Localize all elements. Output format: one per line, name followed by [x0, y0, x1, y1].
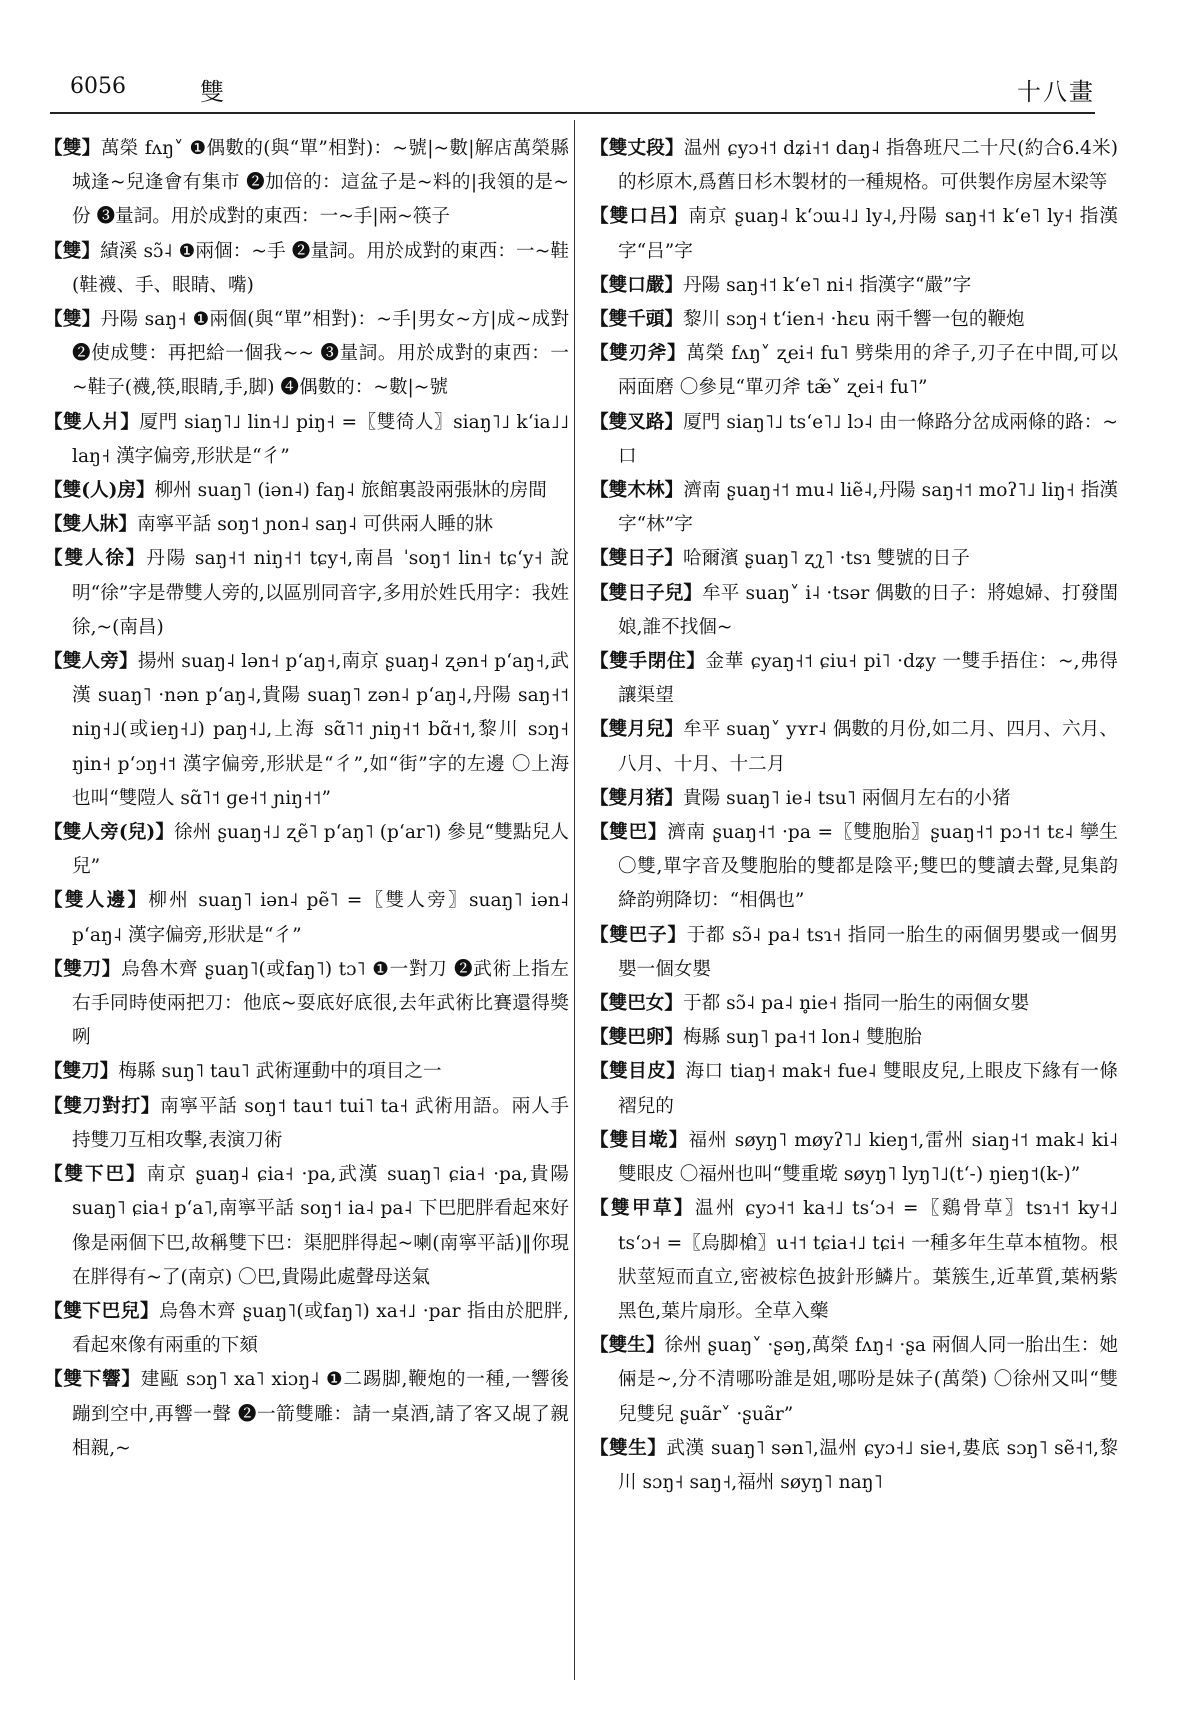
dictionary-entry — [590, 645, 1118, 713]
header-character: 雙 — [200, 78, 224, 106]
entry-definition: 厦門 siaŋ˥˩ lin˧˩ piŋ˧ =〖雙徛人〗siaŋ˥˩ kʻia˩˩ laŋ˧ 漢字偏旁,形狀是“彳” — [72, 411, 569, 467]
entry-headword: 【雙人邊】 — [44, 890, 149, 912]
entry-headword: 【雙目皮】 — [590, 1061, 686, 1083]
entry-headword: 【雙手閉住】 — [590, 651, 706, 673]
entry-headword: 【雙巴子】 — [590, 924, 687, 946]
dictionary-entry — [590, 542, 1118, 576]
entry-definition: 柳州 suaŋ˥ iən˨ pẽ˥ =〖雙人旁〗suaŋ˥ iən˨ pʻaŋ˨ 漢字偏旁,形狀是“彳” — [72, 890, 569, 946]
dictionary-entry — [590, 713, 1118, 781]
entry-definition: 丹陽 saŋ˧˦ niŋ˧˦ tɕy˧,南昌 ˈsoŋ˦ lin˧ tɕʻy˧ 說明“徐”字是帶雙人旁的,以區別同音字,多用於姓氏用字：我姓徐,~(南昌) — [72, 548, 569, 638]
dictionary-entry — [44, 132, 569, 235]
entry-headword: 【雙】 — [44, 240, 101, 262]
dictionary-entry — [590, 474, 1118, 542]
entry-headword: 【雙口吕】 — [590, 206, 689, 228]
dictionary-entry — [590, 132, 1118, 200]
entry-headword: 【雙刀】 — [44, 1061, 119, 1083]
entry-headword: 【雙甲草】 — [590, 1198, 695, 1220]
dictionary-entry — [590, 269, 1118, 303]
column-divider — [574, 120, 575, 1680]
entry-headword: 【雙人徐】 — [44, 548, 147, 570]
dictionary-entry — [44, 1158, 569, 1295]
entry-definition: 牟平 suaŋ˅ i˨ ·tsər 偶數的日子：將媳婦、打發閨娘,誰不找個~ — [618, 582, 1118, 638]
entry-headword: 【雙人旁(兒)】 — [44, 822, 175, 844]
dictionary-entry — [44, 645, 569, 816]
dictionary-entry — [590, 1055, 1118, 1123]
entry-definition: 福州 søyŋ˥ møyʔ˥˩ kieŋ˦,雷州 siaŋ˧˦ mak˨ ki˨ 雙眼皮 〇福州也叫“雙重墘 søyŋ˥ lyŋ˥˩(tʻ-) ŋieŋ˦(k-)” — [618, 1129, 1118, 1186]
entry-definition: 南寧平話 soŋ˦ ɲon˨ saŋ˨ 可供兩人睡的牀 — [136, 514, 494, 536]
entry-definition: 績溪 sɔ̃˨ ❶兩個：~手 ❷量詞。用於成對的東西：一~鞋(鞋襪、手、眼睛、嘴) — [72, 240, 569, 296]
entry-headword: 【雙刃斧】 — [590, 343, 687, 365]
dictionary-entry — [590, 919, 1118, 987]
entry-definition: 烏魯木齊 ʂuaŋ˥(或faŋ˥) xa˧˩ ·par 指由於肥胖,看起來像有兩重的下頦 — [72, 1300, 569, 1357]
entry-headword: 【雙下響】 — [44, 1369, 141, 1391]
dictionary-entry — [44, 1295, 569, 1363]
entry-headword: 【雙生】 — [590, 1335, 665, 1357]
entry-headword: 【雙丈段】 — [590, 138, 684, 159]
dictionary-entry — [44, 406, 569, 474]
entry-definition: 烏魯木齊 ʂuaŋ˥(或faŋ˥) tɔ˥ ❶一對刀 ❷武術上指左右手同時使兩把刀：他底~耍底好底很,去年武術比賽還得獎咧 — [72, 958, 569, 1049]
entry-headword: 【雙人爿】 — [44, 411, 140, 433]
dictionary-entry — [44, 1363, 569, 1466]
dictionary-entry — [44, 303, 569, 406]
entry-definition: 南寧平話 soŋ˦ tau˦ tui˥ ta˧ 武術用語。兩人手持雙刀互相攻擊,表演刀術 — [72, 1095, 569, 1151]
entry-definition: 南京 ʂuaŋ˨ kʻɔɯ˨˩ ly˨,丹陽 saŋ˧˦ kʻe˥ ly˧ 指漢字“吕”字 — [618, 206, 1118, 262]
page-number: 6056 — [70, 74, 126, 99]
dictionary-entry — [590, 303, 1118, 337]
dictionary-entry — [590, 816, 1118, 919]
dictionary-entry — [44, 816, 569, 884]
entry-definition: 金華 ɕyaŋ˧˦ ɕiu˧ pi˥ ·dʑy 一雙手捂住：~,弗得讓渠望 — [618, 651, 1118, 707]
dictionary-entry — [44, 474, 569, 508]
dictionary-entry — [590, 577, 1118, 645]
dictionary-entry — [590, 1021, 1118, 1055]
entry-definition: 于都 sɔ̃˨ pa˨ tsɿ˧ 指同一胎生的兩個男嬰或一個男嬰一個女嬰 — [618, 924, 1118, 980]
dictionary-entry — [44, 1090, 569, 1158]
entry-headword: 【雙人牀】 — [44, 514, 137, 536]
entry-headword: 【雙刀】 — [44, 958, 122, 980]
entry-definition: 武漢 suaŋ˥ sən˥,温州 ɕyɔ˧˩ sie˧,婁底 sɔŋ˥ sẽ˧˦,黎川 sɔŋ˧ saŋ˧,福州 søyŋ˥ naŋ˥ — [618, 1437, 1118, 1493]
dictionary-entry — [590, 1432, 1118, 1500]
entry-headword: 【雙生】 — [590, 1437, 667, 1459]
entry-definition: 哈爾濱 ʂuaŋ˥ ʐʅ˥ ·tsɿ 雙號的日子 — [682, 548, 970, 570]
entry-definition: 濟南 ʂuaŋ˧˦ ·pa =〖雙胞胎〗ʂuaŋ˧˦ pɔ˧˦ tɛ˨ 孿生 〇雙,單字音及雙胞胎的雙都是陰平;雙巴的雙讀去聲,見集韵絳韵朔降切：“相偶也” — [618, 822, 1118, 912]
entry-definition: 萬榮 fʌŋ˅ ʐei˧ fu˥ 劈柴用的斧子,刃子在中間,可以兩面磨 〇參見“單刃斧 tæ̃˅ ʐei˧ fu˥” — [618, 343, 1118, 399]
entry-definition: 温州 ɕyɔ˧˦ dʑi˧˦ daŋ˨ 指魯班尺二十尺(約合6.4米)的杉原木,爲舊日杉木製材的一種規格。可供製作房屋木梁等 — [618, 138, 1118, 194]
entry-headword: 【雙下巴兒】 — [44, 1300, 160, 1322]
entry-definition: 濟南 ʂuaŋ˧˦ mu˨ liẽ˨,丹陽 saŋ˧˦ moʔ˥˩ liŋ˧ 指漢字“林”字 — [618, 480, 1118, 536]
entry-headword: 【雙巴】 — [590, 822, 668, 844]
entry-definition: 牟平 suaŋ˅ yʏr˨ 偶數的月份,如二月、四月、六月、八月、十月、十二月 — [618, 719, 1118, 775]
dictionary-entry — [44, 542, 569, 645]
entry-headword: 【雙】 — [44, 138, 101, 159]
entry-definition: 柳州 suaŋ˥ (iən˨) faŋ˨ 旅館裏設兩張牀的房間 — [154, 480, 547, 502]
dictionary-entry — [44, 235, 569, 303]
entry-headword: 【雙千頭】 — [590, 309, 683, 331]
entry-definition: 黎川 sɔŋ˧ tʻien˧ ·hɛu 兩千響一包的鞭炮 — [682, 309, 1025, 331]
dictionary-entry — [590, 200, 1118, 268]
dictionary-entry — [590, 782, 1118, 816]
right-column — [590, 132, 1118, 1692]
entry-definition: 徐州 ʂuaŋ˧˩ ʐẽ˥ pʻaŋ˥ (pʻar˥) 參見“雙點兒人兒” — [72, 822, 569, 878]
entry-headword: 【雙巴卵】 — [590, 1027, 683, 1049]
dictionary-entry — [590, 1124, 1118, 1192]
entry-headword: 【雙日子兒】 — [590, 582, 703, 604]
page-header — [50, 68, 1095, 114]
dictionary-entry — [44, 1055, 569, 1089]
entry-definition: 温州 ɕyɔ˧˦ ka˧˩ tsʻɔ˧ =〖鷄骨草〗tsɿ˧˦ ky˧˩ tsʻɔ˧ =〖烏脚槍〗u˧˦ tɕia˧˩ tɕi˧ 一種多年生草本植物。根狀莖短而直立,密被棕色披針形鱗片。葉簇生,近革質,葉柄紫黑色,葉片扇形。全草入藥 — [618, 1198, 1118, 1322]
entry-definition: 揚州 suaŋ˨ lən˧ pʻaŋ˧,南京 ʂuaŋ˨ ʐən˧ pʻaŋ˧,武漢 suaŋ˥ ·nən pʻaŋ˨,貴陽 suaŋ˥ zən˨ pʻaŋ˨,丹陽 saŋ˧˦ niŋ˧˩(或ieŋ˧˩) paŋ˧˩,上海 sɑ̃˥˦ ɲiŋ˧˦ bɑ̃˧˦,黎川 sɔŋ˧ ŋin˧ pʻɔŋ˧˦ 漢字偏旁,形狀是“彳”,如“街”字的左邊 〇上海也叫“雙隑人 sɑ̃˥˦ ɡe˧˦ ɲiŋ˧˦” — [72, 651, 569, 809]
entry-definition: 萬榮 fʌŋ˅ ❶偶數的(與“單”相對)：~號|~數|解店萬榮縣城逢~兒逢會有集市 ❷加倍的：這盆子是~料的|我領的是~份 ❸量詞。用於成對的東西：一~手|兩~筷子 — [72, 138, 569, 228]
entry-headword: 【雙木林】 — [590, 480, 684, 502]
entry-definition: 南京 ʂuaŋ˨ ɕia˧ ·pa,武漢 suaŋ˥ ɕia˧ ·pa,貴陽 suaŋ˥ ɕia˧ pʻa˥,南寧平話 soŋ˦ ia˨ pa˨ 下巴肥胖看起來好像是兩個下巴,故稱雙下巴：渠肥胖得起~喇(南寧平話)‖你現在胖得有~了(南京) 〇巴,貴陽此處聲母送氣 — [72, 1164, 569, 1288]
entry-headword: 【雙月猪】 — [590, 787, 683, 809]
entry-definition: 海口 tiaŋ˧ mak˧ fue˨ 雙眼皮兒,上眼皮下緣有一條褶兒的 — [618, 1061, 1118, 1117]
entry-headword: 【雙巴女】 — [590, 993, 683, 1015]
dictionary-entry — [590, 987, 1118, 1021]
entry-headword: 【雙】 — [44, 309, 101, 331]
stroke-count: 十八畫 — [1017, 78, 1095, 106]
dictionary-entry — [590, 406, 1118, 474]
dictionary-entry — [590, 1192, 1118, 1329]
entry-headword: 【雙叉路】 — [590, 411, 684, 433]
left-column — [44, 132, 569, 1692]
entry-headword: 【雙口嚴】 — [590, 274, 683, 296]
entry-definition: 于都 sɔ̃˨ pa˨ n̥ie˧ 指同一胎生的兩個女嬰 — [682, 993, 1030, 1015]
entry-definition: 貴陽 suaŋ˥ ie˨ tsu˥ 兩個月左右的小猪 — [682, 787, 1011, 809]
entry-definition: 徐州 ʂuaŋ˅ ·ʂəŋ,萬榮 fʌŋ˧ ·ʂa 兩個人同一胎出生：她倆是~,分不清哪吩誰是姐,哪吩是妹子(萬榮) 〇徐州又叫“雙兒雙兒 ʂuãr˅ ·ʂuãr” — [618, 1335, 1118, 1425]
entry-definition: 厦門 siaŋ˥˩ tsʻe˥˩ lɔ˨ 由一條路分岔成兩條的路：~口 — [618, 411, 1118, 467]
dictionary-entry — [590, 1329, 1118, 1432]
entry-headword: 【雙日子】 — [590, 548, 683, 570]
entry-definition: 梅縣 suŋ˥ pa˧˦ lon˨ 雙胞胎 — [682, 1027, 922, 1049]
entry-headword: 【雙目墘】 — [590, 1129, 689, 1151]
entry-headword: 【雙刀對打】 — [44, 1095, 161, 1117]
entry-headword: 【雙人旁】 — [44, 651, 138, 673]
dictionary-entry — [590, 337, 1118, 405]
entry-definition: 丹陽 saŋ˧˦ kʻe˥ ni˧ 指漢字“嚴”字 — [682, 274, 972, 296]
entry-headword: 【雙月兒】 — [590, 719, 684, 741]
dictionary-entry — [44, 953, 569, 1056]
entry-definition: 建甌 sɔŋ˥ xa˥ xiɔŋ˨ ❶二踢脚,鞭炮的一種,一響後蹦到空中,再響一聲 ❷一箭雙雕：請一桌酒,請了客又覘了親相親,~ — [72, 1369, 569, 1459]
entry-definition: 丹陽 saŋ˧ ❶兩個(與“單”相對)：~手|男女~方|成~成對 ❷使成雙：再把給一個我~~ ❸量詞。用於成對的東西：一~鞋子(襪,筷,眼睛,手,脚) ❹偶數的：~數|~號 — [72, 309, 569, 399]
dictionary-entry — [44, 884, 569, 952]
entry-headword: 【雙(人)房】 — [44, 480, 155, 502]
entry-headword: 【雙下巴】 — [44, 1164, 147, 1186]
dictionary-entry — [44, 508, 569, 542]
entry-definition: 梅縣 suŋ˥ tau˥ 武術運動中的項目之一 — [118, 1061, 442, 1083]
